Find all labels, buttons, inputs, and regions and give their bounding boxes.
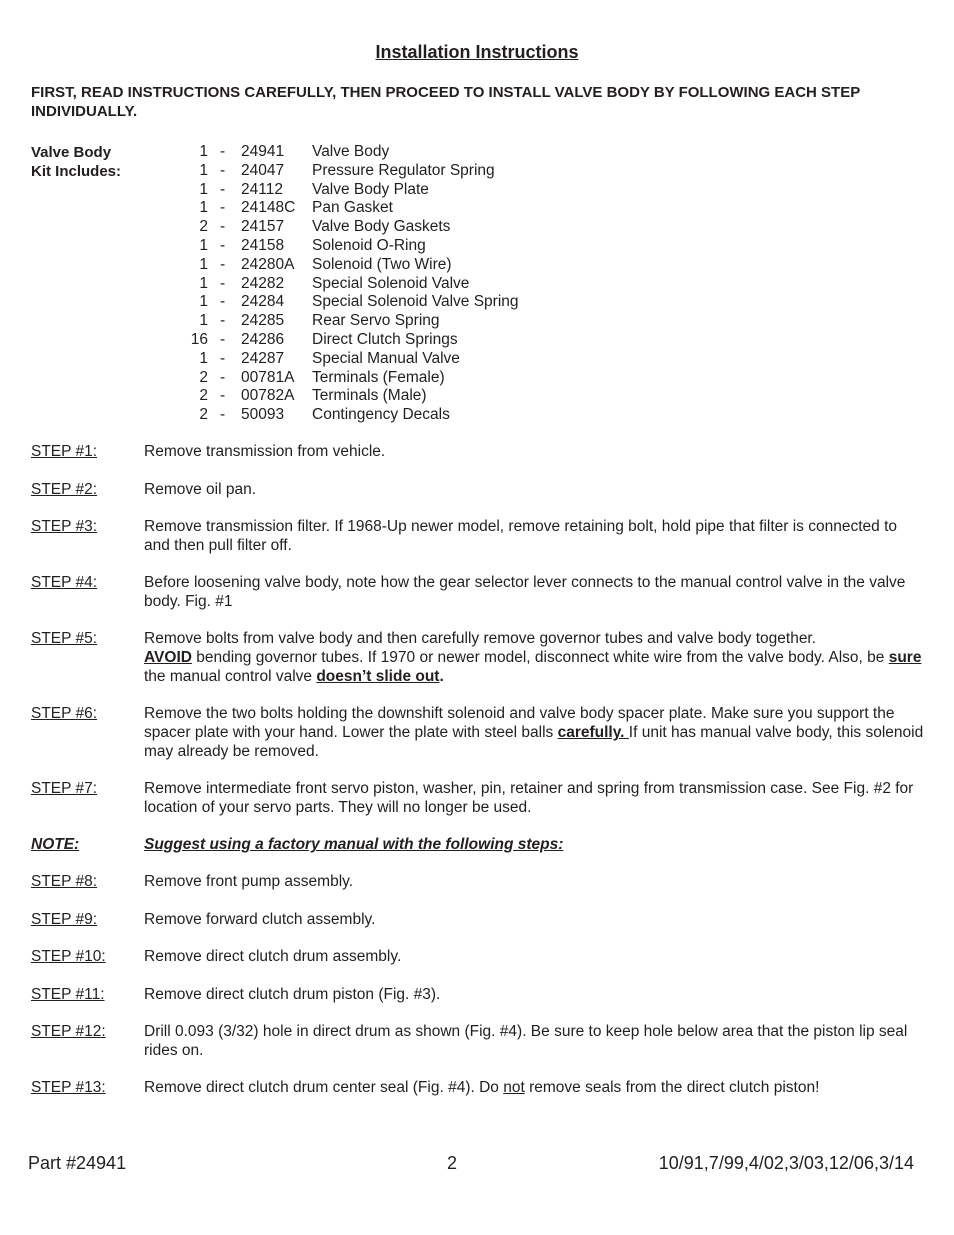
- kit-item-dash: -: [220, 368, 226, 386]
- kit-item-part-number: 50093: [241, 406, 285, 424]
- kit-item-dash: -: [220, 236, 226, 254]
- footer-revision-dates: 10/91,7/99,4/02,3/03,12/06,3/14: [658, 1153, 914, 1173]
- kit-item-dash: -: [220, 161, 226, 179]
- step-4: [31, 574, 926, 612]
- step-1-label: STEP #1:: [31, 443, 98, 460]
- kit-item-qty: 1: [199, 161, 208, 179]
- kit-item-part-number: 24941: [241, 143, 285, 160]
- step-9-label: STEP #9:: [31, 911, 98, 928]
- kit-item-part-number: 24112: [241, 180, 283, 198]
- step-6-label: STEP #6:: [31, 705, 98, 722]
- kit-item-part-number: 24158: [241, 236, 285, 254]
- note-text: Suggest using a factory manual with the following steps:: [144, 836, 564, 853]
- kit-item-dash: -: [220, 274, 226, 292]
- step-13-label: STEP #13:: [31, 1079, 106, 1096]
- step-4-label: STEP #4: [31, 574, 93, 591]
- kit-label: [31, 143, 121, 181]
- step-8-text: Remove front pump assembly.: [144, 873, 354, 890]
- step-4-label-wrap: [31, 574, 97, 593]
- kit-item-dash: -: [220, 143, 226, 160]
- step-3-label: STEP #3:: [31, 518, 98, 535]
- kit-item-description: Terminals (Male): [312, 387, 427, 405]
- step-11: [31, 986, 926, 1005]
- step-6-text: [144, 705, 926, 761]
- step-5-label-wrap: [31, 630, 97, 649]
- kit-label-line1: Valve Body: [31, 144, 112, 161]
- kit-item-description: Valve Body: [312, 143, 390, 160]
- step-12-text: Drill 0.093 (3/32) hole in direct drum as shown (Fig. #4). Be sure to keep hole below area that the piston lip seal rides on.: [144, 1023, 908, 1059]
- kit-item-qty: 16: [190, 330, 208, 348]
- kit-item-dash: -: [220, 406, 226, 424]
- intro-warning: FIRST, READ INSTRUCTIONS CAREFULLY, THEN PROCEED TO INSTALL VALVE BODY BY FOLLOWING EACH STEP INDIVIDUALLY.: [31, 84, 860, 120]
- kit-item-part-number: 00782A: [241, 387, 295, 405]
- step-2-text: Remove oil pan.: [144, 481, 257, 498]
- kit-item-dash: -: [220, 330, 226, 348]
- step-13-text-b: remove seals from the direct clutch piston!: [524, 1079, 820, 1096]
- step-8-label: STEP #8:: [31, 873, 98, 890]
- kit-item-qty: 1: [199, 349, 208, 367]
- step-5-label: STEP #5: [31, 630, 93, 647]
- step-7: [31, 780, 926, 818]
- step-13-text: [144, 1079, 926, 1098]
- kit-item-dash: -: [220, 199, 226, 217]
- step-3-text: Remove transmission filter. If 1968-Up newer model, remove retaining bolt, hold pipe that filter is connected to and then pull filter off.: [144, 518, 897, 554]
- kit-item-part-number: 24157: [241, 218, 285, 236]
- step-7-label: STEP #7:: [31, 780, 98, 797]
- step-3: [31, 518, 926, 556]
- step-6-carefully: carefully.: [557, 723, 629, 741]
- step-4-colon: :: [92, 574, 98, 591]
- kit-item-qty: 1: [199, 236, 208, 254]
- kit-item-qty: 1: [199, 274, 208, 292]
- kit-item-qty: 1: [199, 180, 208, 198]
- kit-item-dash: -: [220, 349, 226, 367]
- step-11-text: Remove direct clutch drum piston (Fig. #3).: [144, 986, 441, 1003]
- kit-item-description: Pan Gasket: [312, 199, 393, 217]
- step-4-text: Before loosening valve body, note how the gear selector lever connects to the manual control valve in the valve body. Fig. #1: [144, 574, 906, 610]
- kit-item-description: Valve Body Gaskets: [312, 218, 451, 236]
- kit-item-description: Rear Servo Spring: [312, 312, 440, 330]
- kit-item-part-number: 24047: [241, 161, 285, 179]
- kit-item-dash: -: [220, 255, 226, 273]
- step-12-label: STEP #12:: [31, 1023, 106, 1040]
- kit-item-dash: -: [220, 387, 226, 405]
- step-5-text-a: Remove bolts from valve body and then carefully remove governor tubes and valve body together.: [144, 630, 817, 647]
- kit-item-qty: 1: [199, 312, 208, 330]
- kit-item-description: Solenoid O-Ring: [312, 236, 426, 254]
- kit-item-qty: 2: [199, 368, 208, 386]
- step-5-text-c: the manual control valve: [144, 667, 317, 685]
- kit-item-part-number: 24284: [241, 293, 285, 311]
- page-title: Installation Instructions: [375, 42, 579, 62]
- kit-item-qty: 2: [199, 387, 208, 405]
- kit-item-part-number: 24148C: [241, 199, 296, 217]
- kit-item-part-number: 24280A: [241, 255, 295, 273]
- step-13-not: not: [503, 1079, 525, 1096]
- kit-item-qty: 2: [199, 218, 208, 236]
- step-8: [31, 873, 926, 892]
- kit-item-qty: 2: [199, 406, 208, 424]
- step-5-colon: :: [92, 630, 98, 647]
- step-12: [31, 1023, 926, 1061]
- step-6-text-b: If unit has manual valve body, this solenoid may already be removed.: [144, 723, 924, 760]
- kit-item-qty: 1: [199, 199, 208, 217]
- kit-item-part-number: 24285: [241, 312, 285, 330]
- step-5-sure: sure: [888, 648, 922, 666]
- step-1-text: Remove transmission from vehicle.: [144, 443, 386, 460]
- step-10-label: STEP #10:: [31, 948, 106, 965]
- step-6: [31, 705, 926, 761]
- kit-label-line2: Kit Includes:: [31, 163, 122, 180]
- kit-item-description: Valve Body Plate: [312, 180, 429, 198]
- step-2-label: STEP #2:: [31, 481, 98, 498]
- kit-item-part-number: 24286: [241, 330, 285, 348]
- kit-item-description: Special Solenoid Valve: [312, 274, 470, 292]
- kit-item-qty: 1: [199, 293, 208, 311]
- note-label: NOTE:: [31, 836, 80, 853]
- kit-item-description: Pressure Regulator Spring: [312, 161, 495, 179]
- kit-item-description: Contingency Decals: [312, 406, 450, 424]
- kit-item-dash: -: [220, 218, 226, 236]
- step-5-text: [144, 630, 926, 686]
- kit-item-description: Direct Clutch Springs: [312, 330, 458, 348]
- step-2: [31, 481, 926, 500]
- step-5: [31, 630, 926, 686]
- kit-item-description: Special Solenoid Valve Spring: [312, 293, 519, 311]
- footer-page-number: 2: [446, 1153, 457, 1173]
- step-10-text: Remove direct clutch drum assembly.: [144, 948, 402, 965]
- kit-item-description: Solenoid (Two Wire): [312, 255, 452, 273]
- kit-item-part-number: 00781A: [241, 368, 295, 386]
- kit-item-part-number: 24282: [241, 274, 285, 292]
- kit-item-description: Special Manual Valve: [312, 349, 460, 367]
- step-9: [31, 911, 926, 930]
- kit-item-dash: -: [220, 293, 226, 311]
- step-10: [31, 948, 926, 967]
- step-9-text: Remove forward clutch assembly.: [144, 911, 376, 928]
- kit-item-description: Terminals (Female): [312, 368, 445, 386]
- kit-item-qty: 1: [199, 143, 208, 160]
- footer-part-number: Part #24941: [28, 1153, 127, 1173]
- step-5-slide-out: doesn’t slide out: [316, 667, 440, 685]
- step-5-avoid: AVOID: [144, 648, 192, 666]
- kit-item-qty: 1: [199, 255, 208, 273]
- note: [31, 836, 926, 855]
- step-7-text: Remove intermediate front servo piston, washer, pin, retainer and spring from transmission case. See Fig. #2 for location of your servo parts. They will no longer be used.: [144, 780, 914, 816]
- step-13: [31, 1079, 926, 1098]
- kit-item-part-number: 24287: [241, 349, 285, 367]
- step-1: [31, 443, 926, 462]
- step-5-text-b: bending governor tubes. If 1970 or newer model, disconnect white wire from the valve body. Also, be: [191, 648, 889, 666]
- step-13-text-a: Remove direct clutch drum center seal (Fig. #4). Do: [144, 1079, 504, 1096]
- step-5-period: .: [439, 667, 444, 685]
- step-11-label: STEP #11:: [31, 986, 105, 1003]
- kit-item-dash: -: [220, 180, 226, 198]
- kit-item-dash: -: [220, 312, 226, 330]
- step-6-text-a: Remove the two bolts holding the downshift solenoid and valve body spacer plate. Make sure you support the spacer plate with your hand. Lower the plate with steel balls: [144, 705, 895, 741]
